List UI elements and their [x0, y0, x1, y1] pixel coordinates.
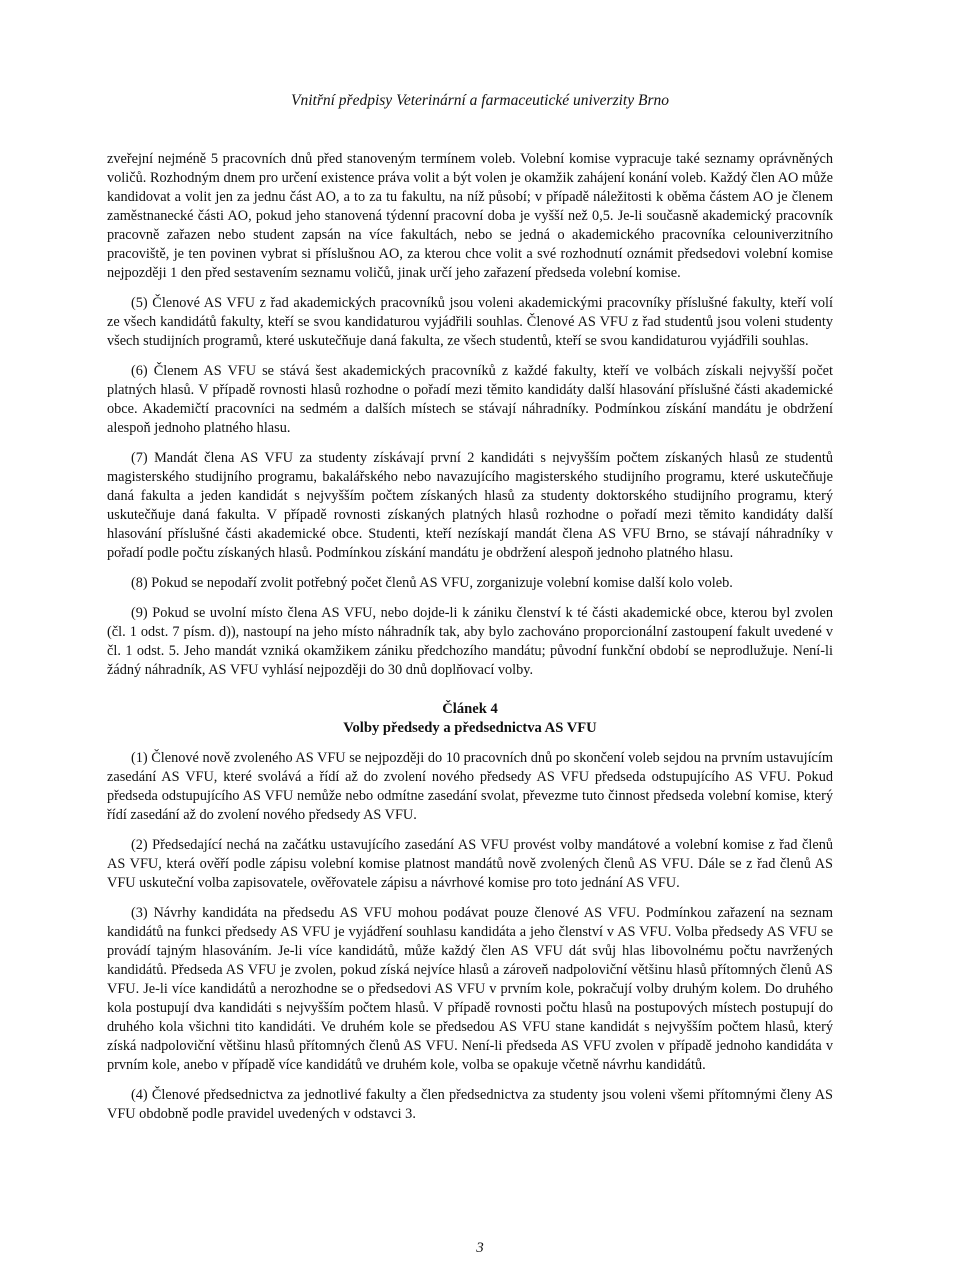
paragraph-7: (7) Mandát člena AS VFU za studenty získávají první 2 kandidáti s nejvyšším počtem získaných hlasů ze studentů magisterského studijního programu, bakalářského nebo navazujícího magisterského studijního programu, které uskutečňuje daná fakulta a jeden kandidát s nejvyšším počtem získaných hlasů za studenty doktorského studijního programu, který uskutečňuje daná fakulta. V případě rovnosti získaných platných hlasů rozhodne o pořadí mezi těmito kandidáty další hlasování příslušné části akademické obce. Studenti, kteří nezískají mandát člena AS VFU Brno, se stávají náhradníky v pořadí podle počtu získaných hlasů. Podmínkou získání mandátu je obdržení alespoň jednoho platného hlasu. — [107, 450, 833, 561]
article4-paragraph-2: (2) Předsedající nechá na začátku ustavujícího zasedání AS VFU provést volby mandátové a volební komise z řad členů AS VFU, která ověří podle zápisu volební komise platnost mandátů nově zvolených členů AS VFU. Dále se z řad členů AS VFU uskuteční volba zapisovatele, ověřovatele zápisu a návrhové komise pro toto jednání AS VFU. — [107, 837, 833, 891]
paragraph-8: (8) Pokud se nepodaří zvolit potřebný počet členů AS VFU, zorganizuje volební komise další kolo voleb. — [131, 575, 733, 591]
paragraph-6: (6) Členem AS VFU se stává šest akademických pracovníků z každé fakulty, kteří ve volbách získali nejvyšší počet platných hlasů. V případě rovnosti hlasů rozhodne o pořadí mezi těmito kandidáty další hlasování příslušné části akademické obce. Akademičtí pracovníci na sedmém a dalších místech se stávají náhradníky. Podmínkou získání mandátu je obdržení alespoň jednoho platného hlasu. — [107, 363, 833, 436]
paragraph-9: (9) Pokud se uvolní místo člena AS VFU, nebo dojde-li k zániku členství k té části akademické obce, kterou byl zvolen (čl. 1 odst. 7 písm. d)), nastoupí na jeho místo náhradník tak, aby bylo zachováno proporcionální zastoupení fakult uvedené v čl. 1 odst. 5. Jeho mandát vzniká okamžikem zániku předchozího mandátu; původní funkční období se neprodlužuje. Není-li žádný náhradník, AS VFU vyhlásí nejpozději do 30 dnů doplňovací volby. — [107, 605, 833, 678]
article-title: Volby předsedy a předsednictva AS VFU — [343, 720, 597, 736]
paragraph-continuation: zveřejní nejméně 5 pracovních dnů před stanoveným termínem voleb. Volební komise vypracuje také seznamy oprávněných voličů. Rozhodným dnem pro určení existence práva volit a být volen je okamžik zahájení konání voleb. Každý člen AO může kandidovat a volit jen za jednu část AO, a to za tu fakultu, na níž působí; v případě náležitosti k oběma částem AO je členem zaměstnanecké části AO, pokud jeho stanovená týdenní pracovní doba je vyšší než 0,5. Je-li současně akademický pracovník pracovně zařazen nebo student zapsán na více fakultách, nebo se jedná o akademického pracovníka celouniverzitního pracoviště, je ten povinen vybrat si příslušnou AO, za kterou chce volit a své rozhodnutí oznámit předsedovi volební komise nejpozději 1 den před sestavením seznamu voličů, jinak určí jeho zařazení předseda volební komise. — [107, 151, 833, 281]
document-body — [107, 150, 833, 1124]
article-heading — [107, 700, 833, 738]
article4-paragraph-1: (1) Členové nově zvoleného AS VFU se nejpozději do 10 pracovních dnů po skončení voleb sejdou na prvním ustavujícím zasedání AS VFU, které svolává a řídí až do zvolení nového předsedy AS VFU předseda odstupujícího AS VFU. Pokud předseda odstupujícího AS VFU nemůže nebo odmítne zasedání svolat, převezme tuto činnost předseda volební komise, který řídí zasedání až do zvolení nového předsedy AS VFU. — [107, 750, 833, 823]
paragraph-5: (5) Členové AS VFU z řad akademických pracovníků jsou voleni akademickými pracovníky příslušné fakulty, kteří volí ze všech kandidátů fakulty, kteří se svou kandidaturou vyjádřili souhlas. Členové AS VFU z řad studentů jsou voleni studenty všech studijních programů, které uskutečňuje daná fakulta, ze všech studentů, kteří se svou kandidaturou vyjádřili souhlas. — [107, 295, 833, 349]
running-header: Vnitřní předpisy Veterinární a farmaceutické univerzity Brno — [291, 92, 669, 109]
article4-paragraph-3: (3) Návrhy kandidáta na předsedu AS VFU mohou podávat pouze členové AS VFU. Podmínkou zařazení na seznam kandidátů na funkci předsedy AS VFU je vyjádření souhlasu kandidáta a jeho členství v AS VFU. Volba předsedy AS VFU se provádí tajným hlasováním. Je-li více kandidátů, může každý člen AS VFU dát svůj hlas libovolnému počtu navržených kandidátů. Předseda AS VFU je zvolen, pokud získá nejvíce hlasů a zároveň nadpoloviční většinu hlasů přítomných členů AS VFU. Je-li více kandidátů a nerozhodne se o předsedovi AS VFU v prvním kole, pokračují volby druhým kolem. Do druhého kola postupují dva kandidáti s nejvyšším počtem hlasů. V případě rovnosti počtu hlasů na postupových místech postupují do druhého kola všichni tito kandidáti. Ve druhém kole se předsedou AS VFU stane kandidát s nejvyšším počtem hlasů, který získá nadpoloviční většinu hlasů přítomných členů AS VFU. Není-li předseda AS VFU zvolen v případě jednoho kandidáta v prvním kole, anebo v případě více kandidátů ve druhém kole, volba se opakuje včetně návrhu kandidátů. — [107, 905, 833, 1073]
article-number: Článek 4 — [442, 701, 498, 717]
article4-paragraph-4: (4) Členové předsednictva za jednotlivé fakulty a člen předsednictva za studenty jsou voleni všemi přítomnými členy AS VFU obdobně podle pravidel uvedených v odstavci 3. — [107, 1087, 833, 1122]
page-number: 3 — [476, 1240, 484, 1256]
